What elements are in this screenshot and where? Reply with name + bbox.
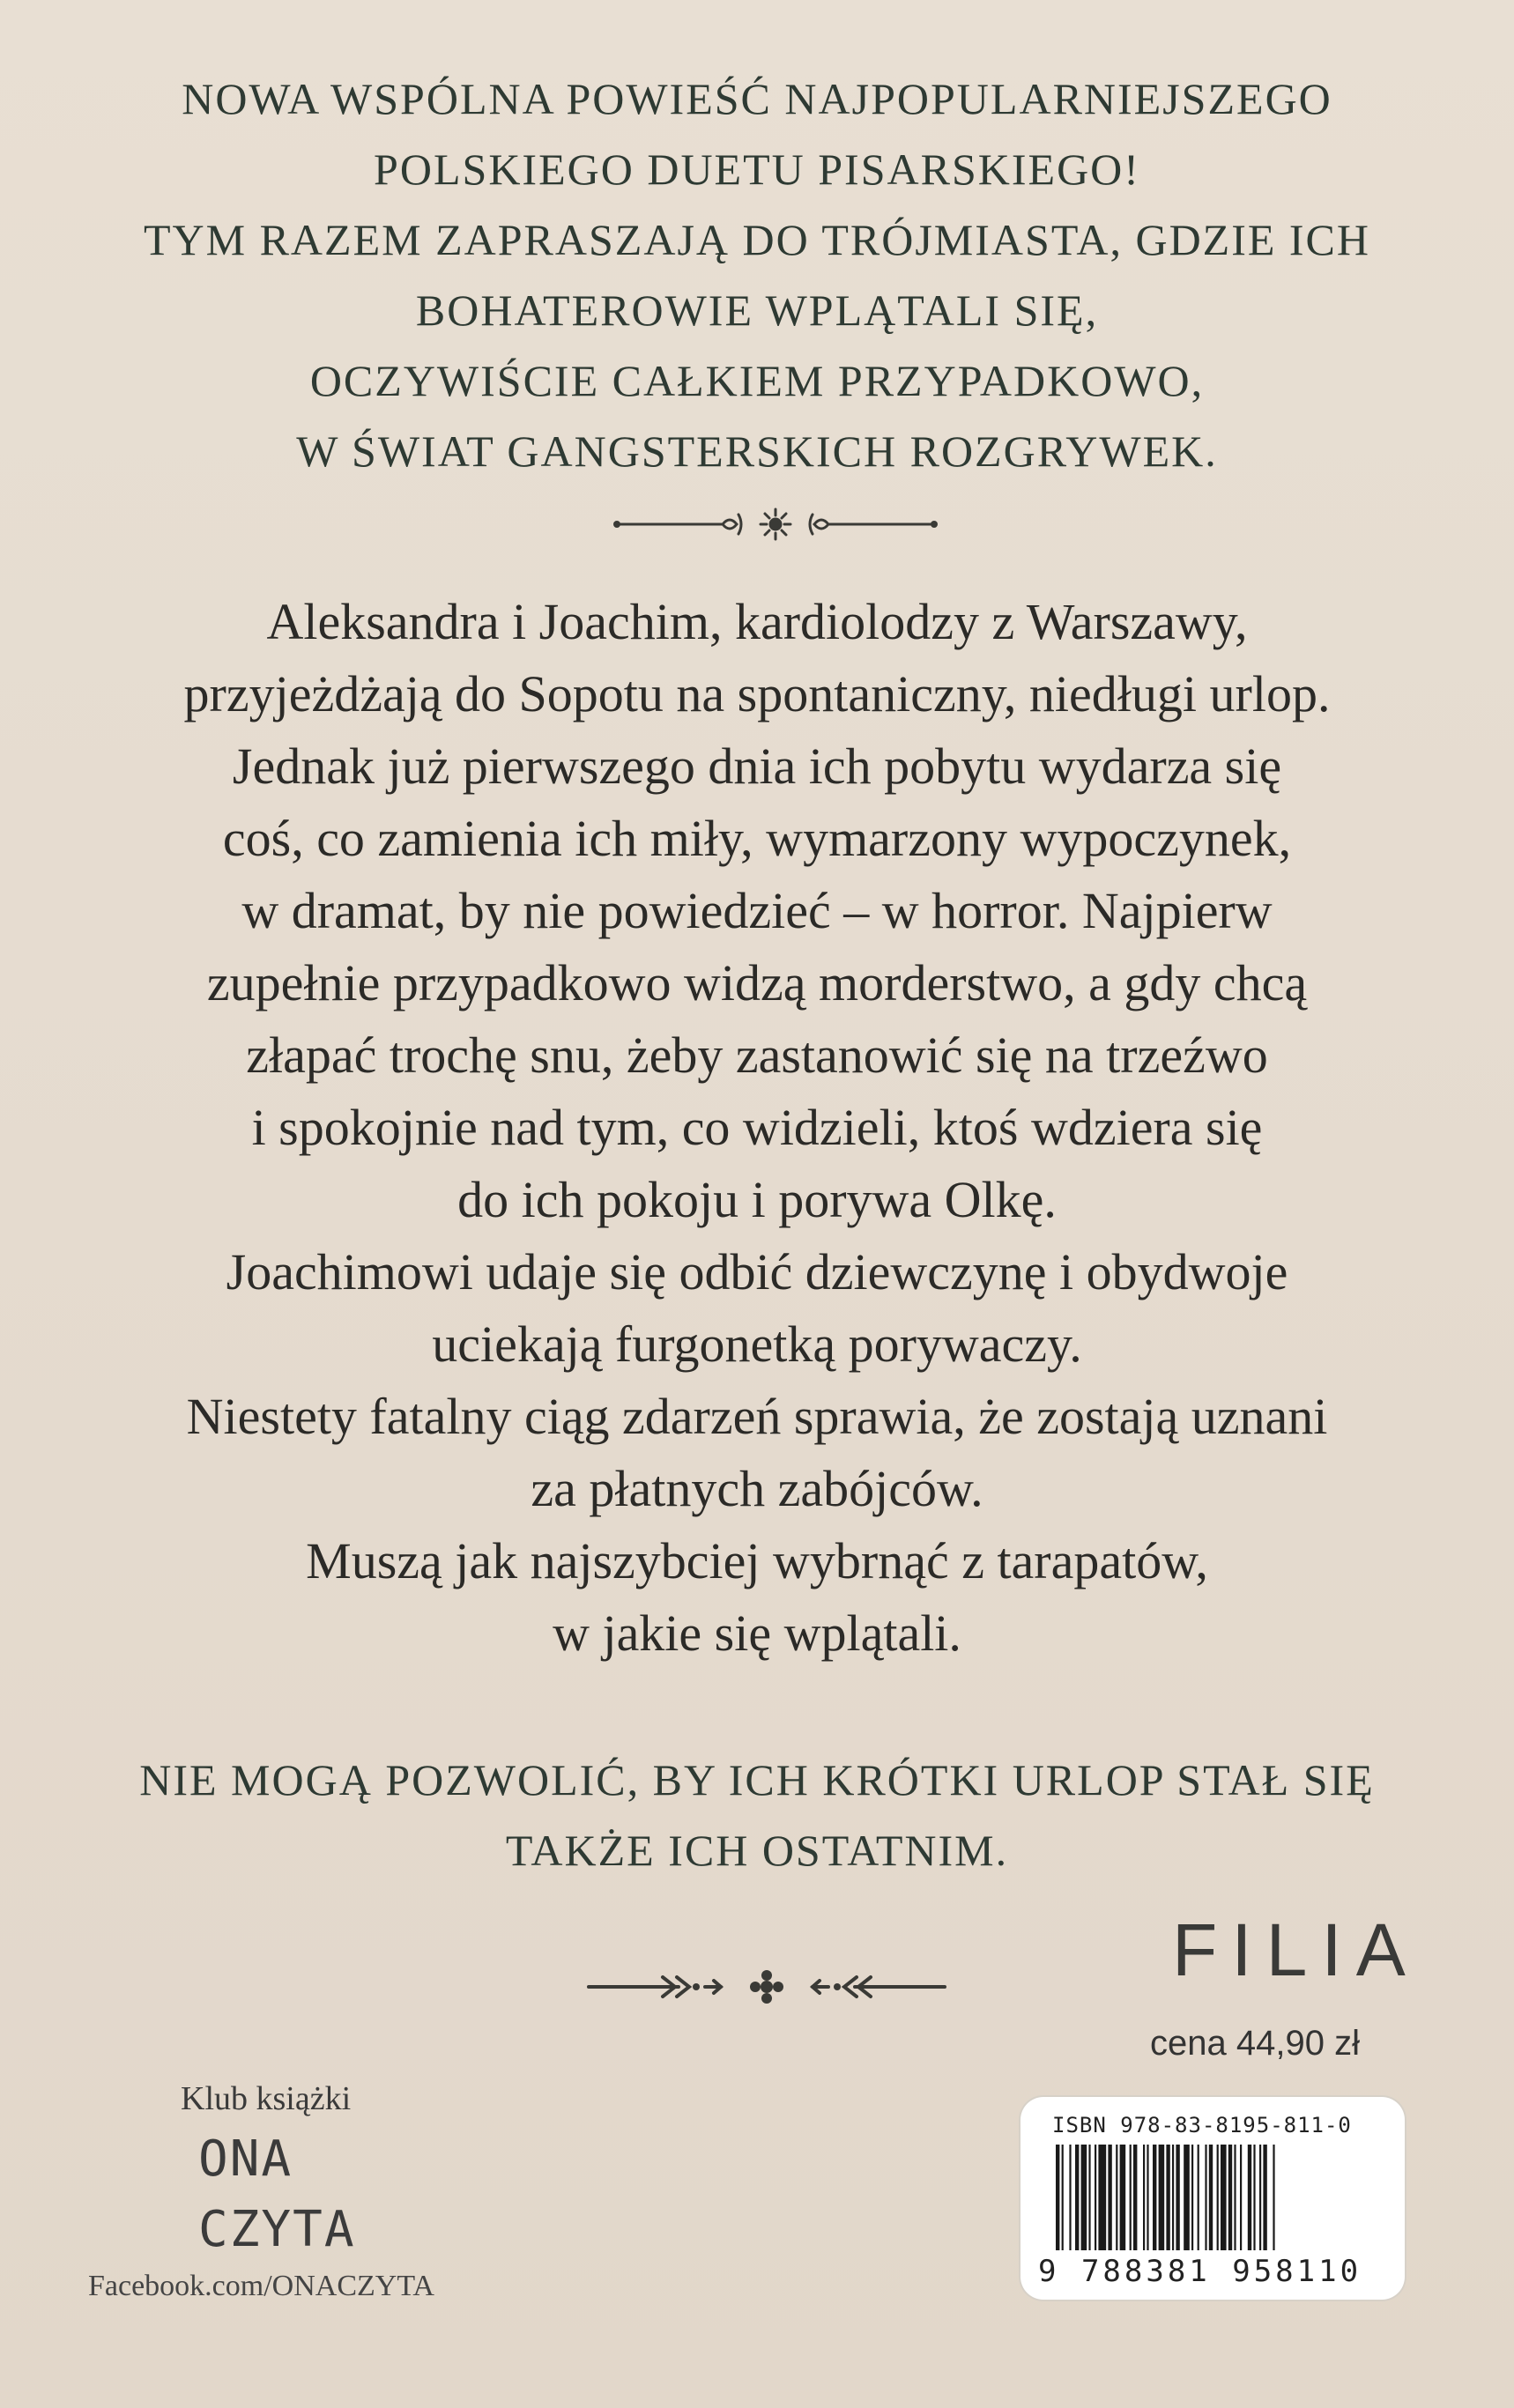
closing-line: TAKŻE ICH OSTATNIM. — [505, 1826, 1009, 1875]
blurb-line: przyjeżdżają do Sopotu na spontaniczny, niedługi urlop. — [183, 665, 1331, 722]
barcode-bar — [1209, 2145, 1213, 2250]
publisher-logo: FILIA — [1172, 1908, 1420, 1991]
barcode-panel — [1020, 2097, 1405, 2300]
barcode-bar — [1056, 2145, 1059, 2250]
barcode-bar — [1259, 2145, 1261, 2250]
headline-line: TYM RAZEM ZAPRASZAJĄ DO TRÓJMIASTA, GDZIE ICH — [143, 215, 1371, 264]
barcode-digits: 9 788381 958110 — [1038, 2254, 1362, 2289]
barcode-bar — [1075, 2145, 1079, 2250]
barcode-bar — [1221, 2145, 1227, 2250]
blurb-line: Joachimowi udaje się odbić dziewczynę i obydwoje — [226, 1243, 1288, 1300]
barcode-bar — [1228, 2145, 1232, 2250]
barcode-bar — [1263, 2145, 1266, 2250]
barcode-bar — [1069, 2145, 1071, 2250]
barcode-bar — [1143, 2145, 1145, 2250]
headline-line: OCZYWIŚCIE CAŁKIEM PRZYPADKOWO, — [309, 356, 1205, 405]
barcode-bar — [1184, 2145, 1190, 2250]
blurb-line: do ich pokoju i porywa Olkę. — [457, 1171, 1057, 1228]
blurb-line: Aleksandra i Joachim, kardiolodzy z Warszawy, — [266, 593, 1248, 650]
barcode-bar — [1198, 2145, 1199, 2250]
headline-line: NOWA WSPÓLNA POWIEŚĆ NAJPOPULARNIEJSZEGO — [182, 74, 1332, 123]
barcode-bar — [1253, 2145, 1255, 2250]
blurb-line: Muszą jak najszybciej wybrnąć z tarapatów, — [306, 1532, 1208, 1589]
barcode-bar — [1166, 2145, 1169, 2250]
blurb-line: złapać trochę snu, żeby zastanowić się na trzeźwo — [246, 1026, 1268, 1084]
barcode-bar — [1234, 2145, 1236, 2250]
barcode-bar — [1248, 2145, 1251, 2250]
closing-line: NIE MOGĄ POZWOLIĆ, BY ICH KRÓTKI URLOP STAŁ SIĘ — [139, 1755, 1375, 1804]
barcode-bar — [1159, 2145, 1165, 2250]
club-facebook-link[interactable]: Facebook.com/ONACZYTA — [88, 2270, 434, 2302]
barcode-bar — [1095, 2145, 1096, 2250]
barcode-bar — [1205, 2145, 1206, 2250]
isbn-label: ISBN 978-83-8195-811-0 — [1052, 2113, 1352, 2138]
barcode-bar — [1133, 2145, 1137, 2250]
barcode-bar — [1120, 2145, 1126, 2250]
barcode-bar — [1147, 2145, 1148, 2250]
book-club-block — [88, 2079, 458, 2303]
barcode-bar — [1062, 2145, 1064, 2250]
barcode-icon — [1056, 2145, 1373, 2250]
headline-line: W ŚWIAT GANGSTERSKICH ROZGRYWEK. — [296, 426, 1218, 476]
barcode-bar — [1081, 2145, 1087, 2250]
headline-line: BOHATEROWIE WPLĄTALI SIĘ, — [415, 285, 1099, 335]
blurb-line: Niestety fatalny ciąg zdarzeń sprawia, że zostają uznani — [186, 1388, 1328, 1445]
barcode-bar — [1088, 2145, 1090, 2250]
club-title: Klub książki — [181, 2080, 352, 2117]
barcode-bar — [1191, 2145, 1193, 2250]
barcode-bar — [1240, 2145, 1242, 2250]
headline — [88, 63, 1426, 486]
barcode-bar — [1098, 2145, 1106, 2250]
price-label: cena 44,90 zł — [1150, 2024, 1360, 2063]
flourish-divider-top-icon — [608, 502, 943, 546]
barcode-bar — [1217, 2145, 1219, 2250]
barcode-bar — [1116, 2145, 1117, 2250]
barcode-bar — [1153, 2145, 1156, 2250]
headline-line: POLSKIEGO DUETU PISARSKIEGO! — [374, 144, 1140, 194]
blurb-line: coś, co zamienia ich miły, wymarzony wypoczynek, — [222, 810, 1292, 867]
club-logo-line: CZYTA — [198, 2201, 356, 2258]
blurb-line: Jednak już pierwszego dnia ich pobytu wydarza się — [232, 737, 1282, 795]
flourish-divider-bottom-icon — [582, 1965, 952, 2009]
closing-tagline — [53, 1745, 1461, 1886]
barcode-bar — [1108, 2145, 1111, 2250]
blurb-line: i spokojnie nad tym, co widzieli, ktoś wdziera się — [251, 1099, 1263, 1156]
blurb — [53, 586, 1461, 1670]
barcode-bar — [1176, 2145, 1179, 2250]
barcode-bar — [1130, 2145, 1132, 2250]
blurb-line: uciekają furgonetką porywaczy. — [432, 1315, 1082, 1373]
blurb-line: za płatnych zabójców. — [531, 1460, 983, 1517]
blurb-line: w jakie się wplątali. — [553, 1604, 961, 1662]
barcode-bar — [1172, 2145, 1174, 2250]
club-logo-line: ONA — [198, 2130, 293, 2188]
barcode-bar — [1273, 2145, 1274, 2250]
blurb-line: zupełnie przypadkowo widzą morderstwo, a gdy chcą — [206, 954, 1308, 1011]
blurb-line: w dramat, by nie powiedzieć – w horror. Najpierw — [241, 882, 1273, 939]
